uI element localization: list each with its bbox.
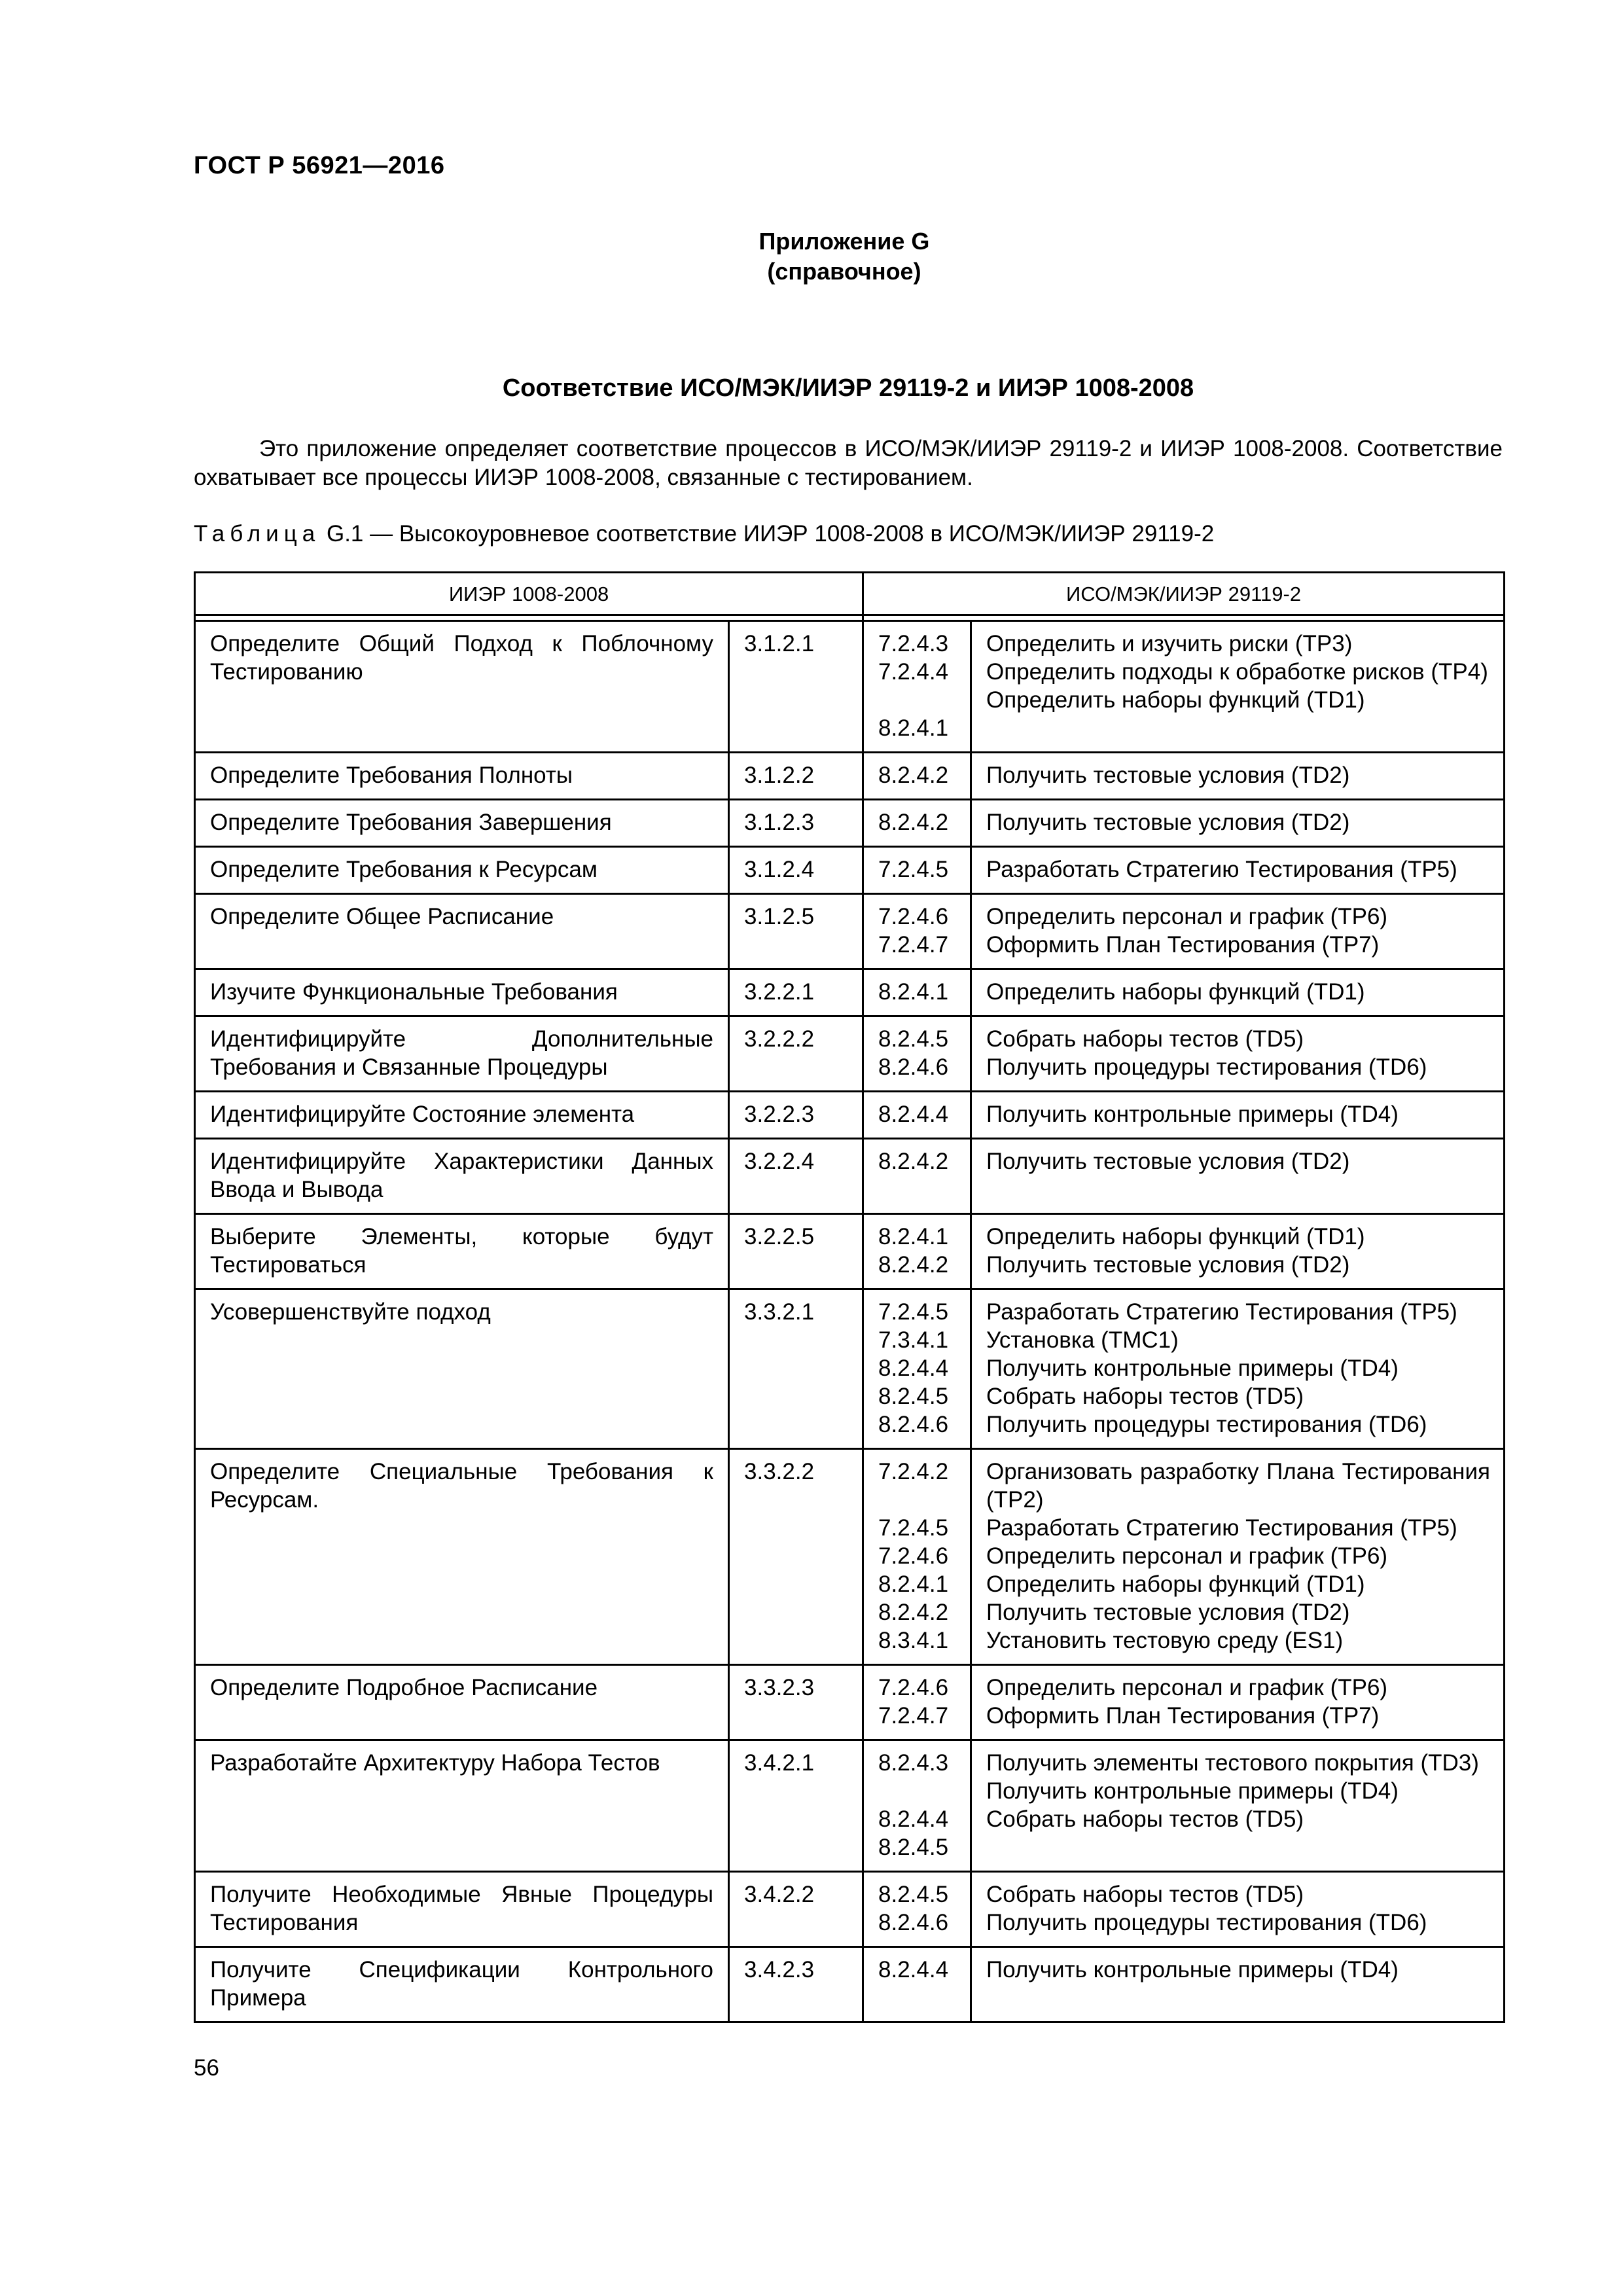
iso-process-number: 8.2.4.5: [878, 1835, 949, 1860]
iso-process-descriptions: [971, 1740, 1505, 1872]
process-code: 3.4.2.2: [729, 1872, 863, 1947]
iso-process-description: Получить контрольные примеры (TD4): [986, 1778, 1399, 1804]
process-name: Усовершенствуйте подход: [195, 1289, 729, 1449]
iso-process-description: Получить процедуры тестирования (TD6): [986, 1910, 1427, 1935]
iso-process-numbers: [863, 1740, 971, 1872]
iso-process-descriptions: [971, 1016, 1505, 1092]
iso-process-number: 8.2.4.5: [878, 1384, 949, 1409]
iso-process-description: Собрать наборы тестов (TD5): [986, 1384, 1304, 1409]
iso-process-description: Получить контрольные примеры (TD4): [986, 1957, 1399, 1982]
process-code: 3.2.2.3: [729, 1092, 863, 1139]
iso-process-description: Разработать Стратегию Тестирования (TP5): [986, 1515, 1457, 1541]
iso-process-number: 7.2.4.7: [878, 932, 949, 958]
iso-process-description: Определить персонал и график (TP6): [986, 1675, 1388, 1700]
iso-process-number: 8.3.4.1: [878, 1628, 949, 1653]
process-name: Разработайте Архитектуру Набора Тестов: [195, 1740, 729, 1872]
iso-process-description: Получить элементы тестового покрытия (TD3): [986, 1750, 1479, 1776]
iso-process-numbers: [863, 753, 971, 800]
iso-process-descriptions: [971, 753, 1505, 800]
iso-process-number: 8.2.4.4: [878, 1806, 949, 1832]
iso-process-description: Оформить План Тестирования (TP7): [986, 1703, 1380, 1729]
iso-process-numbers: [863, 1139, 971, 1214]
iso-process-description: Разработать Стратегию Тестирования (TP5): [986, 1299, 1457, 1325]
iso-process-number: 7.3.4.1: [878, 1327, 949, 1353]
iso-process-number: [878, 1486, 963, 1514]
iso-process-description: Получить тестовые условия (TD2): [986, 762, 1350, 788]
iso-process-number: 8.2.4.4: [878, 1102, 949, 1127]
iso-process-number: [878, 686, 963, 714]
iso-process-description: Установить тестовую среду (ES1): [986, 1628, 1344, 1653]
table-row: [195, 1665, 1505, 1740]
iso-process-number: 8.2.4.1: [878, 1571, 949, 1597]
iso-process-description: Получить тестовые условия (TD2): [986, 1149, 1350, 1174]
appendix-type: (справочное): [767, 258, 921, 285]
iso-process-description: Собрать наборы тестов (TD5): [986, 1882, 1304, 1907]
iso-process-description: Собрать наборы тестов (TD5): [986, 1806, 1304, 1832]
appendix-label: Приложение G: [758, 228, 930, 255]
iso-process-number: 7.2.4.4: [878, 659, 949, 685]
iso-process-number: [878, 1777, 963, 1805]
iso-process-description: Определить наборы функций (TD1): [986, 687, 1365, 713]
iso-process-descriptions: [971, 1092, 1505, 1139]
iso-process-number: 8.2.4.2: [878, 810, 949, 835]
iso-process-description: Определить подходы к обработке рисков (TP4): [986, 659, 1488, 685]
iso-process-description: Определить и изучить риски (TP3): [986, 631, 1353, 656]
process-name: Идентифицируйте Состояние элемента: [195, 1092, 729, 1139]
iso-process-numbers: [863, 894, 971, 969]
table-row: [195, 1740, 1505, 1872]
iso-process-number: 8.2.4.2: [878, 762, 949, 788]
table-row: [195, 969, 1505, 1016]
iso-process-description: Определить наборы функций (TD1): [986, 1571, 1365, 1597]
iso-process-descriptions: [971, 969, 1505, 1016]
iso-process-description: Собрать наборы тестов (TD5): [986, 1026, 1304, 1052]
table-caption-text: G.1 — Высокоуровневое соответствие ИИЭР 1008-2008 в ИСО/МЭК/ИИЭР 29119-2: [326, 521, 1215, 547]
iso-process-numbers: [863, 1016, 971, 1092]
process-name: Идентифицируйте Характеристики Данных Ввода и Вывода: [195, 1139, 729, 1214]
table-row: [195, 1139, 1505, 1214]
iso-process-numbers: [863, 1289, 971, 1449]
iso-process-number: 8.2.4.1: [878, 1224, 949, 1249]
section-title: Соответствие ИСО/МЭК/ИИЭР 29119-2 и ИИЭР 1008-2008: [502, 374, 1194, 402]
process-name: Определите Общий Подход к Поблочному Тестированию: [195, 621, 729, 753]
table-row: [195, 1092, 1505, 1139]
iso-process-descriptions: [971, 1665, 1505, 1740]
process-code: 3.4.2.3: [729, 1947, 863, 2022]
iso-process-description: Определить наборы функций (TD1): [986, 979, 1365, 1005]
iso-process-description: Организовать разработку Плана Тестирования (TP2): [986, 1459, 1491, 1513]
process-name: Выберите Элементы, которые будут Тестироваться: [195, 1214, 729, 1289]
process-code: 3.4.2.1: [729, 1740, 863, 1872]
iso-process-number: 8.2.4.3: [878, 1750, 949, 1776]
page-number: 56: [194, 2055, 219, 2081]
table-row: [195, 1289, 1505, 1449]
iso-process-number: 8.2.4.4: [878, 1355, 949, 1381]
process-code: 3.1.2.4: [729, 847, 863, 894]
intro-text: Это приложение определяет соответствие процессов в ИСО/МЭК/ИИЭР 29119-2 и ИИЭР 1008-2008. Соответствие охватывает все процессы ИИЭР 1008-2008, связанные с тестированием.: [194, 436, 1503, 490]
iso-process-description: Получить тестовые условия (TD2): [986, 1252, 1350, 1278]
intro-paragraph: [194, 435, 1503, 492]
iso-process-numbers: [863, 1872, 971, 1947]
header-ieee: ИИЭР 1008-2008: [195, 573, 863, 615]
process-name: Получите Необходимые Явные Процедуры Тестирования: [195, 1872, 729, 1947]
iso-process-descriptions: [971, 1139, 1505, 1214]
iso-process-description: Разработать Стратегию Тестирования (TP5): [986, 857, 1457, 882]
iso-process-numbers: [863, 621, 971, 753]
document-header: ГОСТ Р 56921—2016: [194, 152, 445, 179]
iso-process-number: 8.2.4.2: [878, 1252, 949, 1278]
iso-process-descriptions: [971, 1872, 1505, 1947]
process-code: 3.2.2.5: [729, 1214, 863, 1289]
iso-process-numbers: [863, 847, 971, 894]
table-row: [195, 800, 1505, 847]
iso-process-number: 8.2.4.1: [878, 715, 949, 741]
process-code: 3.1.2.3: [729, 800, 863, 847]
iso-process-descriptions: [971, 621, 1505, 753]
process-code: 3.1.2.2: [729, 753, 863, 800]
process-name: Идентифицируйте Дополнительные Требования и Связанные Процедуры: [195, 1016, 729, 1092]
iso-process-number: 7.2.4.5: [878, 1515, 949, 1541]
iso-process-descriptions: [971, 1289, 1505, 1449]
process-name: Получите Спецификации Контрольного Примера: [195, 1947, 729, 2022]
iso-process-number: 7.2.4.3: [878, 631, 949, 656]
iso-process-number: 8.2.4.4: [878, 1957, 949, 1982]
iso-process-number: 8.2.4.5: [878, 1026, 949, 1052]
iso-process-number: 8.2.4.5: [878, 1882, 949, 1907]
iso-process-number: 7.2.4.6: [878, 1543, 949, 1569]
iso-process-descriptions: [971, 1947, 1505, 2022]
table-row: [195, 1872, 1505, 1947]
iso-process-number: 8.2.4.2: [878, 1600, 949, 1625]
iso-process-numbers: [863, 1947, 971, 2022]
iso-process-description: Оформить План Тестирования (TP7): [986, 932, 1380, 958]
process-code: 3.2.2.4: [729, 1139, 863, 1214]
table-row: [195, 1947, 1505, 2022]
process-name: Определите Требования Полноты: [195, 753, 729, 800]
iso-process-descriptions: [971, 847, 1505, 894]
iso-process-number: 7.2.4.5: [878, 857, 949, 882]
iso-process-number: 8.2.4.2: [878, 1149, 949, 1174]
header-iso: ИСО/МЭК/ИИЭР 29119-2: [863, 573, 1505, 615]
header-gap: [195, 615, 1505, 621]
iso-process-descriptions: [971, 1449, 1505, 1665]
process-name: Определите Подробное Расписание: [195, 1665, 729, 1740]
process-name: Определите Требования Завершения: [195, 800, 729, 847]
iso-process-number: 7.2.4.5: [878, 1299, 949, 1325]
iso-process-numbers: [863, 800, 971, 847]
iso-process-description: Определить наборы функций (TD1): [986, 1224, 1365, 1249]
process-code: 3.3.2.2: [729, 1449, 863, 1665]
process-name: Определите Общее Расписание: [195, 894, 729, 969]
table-body: [195, 621, 1505, 2022]
process-name: Определите Специальные Требования к Ресурсам.: [195, 1449, 729, 1665]
iso-process-number: 7.2.4.6: [878, 1675, 949, 1700]
iso-process-description: Установка (TMC1): [986, 1327, 1179, 1353]
iso-process-numbers: [863, 1092, 971, 1139]
process-code: 3.2.2.2: [729, 1016, 863, 1092]
process-name: Изучите Функциональные Требования: [195, 969, 729, 1016]
iso-process-number: 8.2.4.1: [878, 979, 949, 1005]
process-code: 3.1.2.1: [729, 621, 863, 753]
iso-process-numbers: [863, 1665, 971, 1740]
iso-process-descriptions: [971, 800, 1505, 847]
table-caption: [194, 521, 1214, 547]
table-row: [195, 1214, 1505, 1289]
iso-process-descriptions: [971, 1214, 1505, 1289]
iso-process-number: 7.2.4.6: [878, 904, 949, 929]
table-row: [195, 1449, 1505, 1665]
process-name: Определите Требования к Ресурсам: [195, 847, 729, 894]
iso-process-description: Получить контрольные примеры (TD4): [986, 1355, 1399, 1381]
iso-process-description: Получить процедуры тестирования (TD6): [986, 1412, 1427, 1437]
iso-process-numbers: [863, 969, 971, 1016]
iso-process-description: Определить персонал и график (TP6): [986, 1543, 1388, 1569]
iso-process-numbers: [863, 1449, 971, 1665]
process-code: 3.1.2.5: [729, 894, 863, 969]
iso-process-description: Получить контрольные примеры (TD4): [986, 1102, 1399, 1127]
iso-process-descriptions: [971, 894, 1505, 969]
table-row: [195, 621, 1505, 753]
iso-process-number: 7.2.4.7: [878, 1703, 949, 1729]
table-header-row: [195, 573, 1505, 615]
process-code: 3.3.2.1: [729, 1289, 863, 1449]
correspondence-table: [194, 571, 1505, 2023]
iso-process-number: 8.2.4.6: [878, 1054, 949, 1080]
table-row: [195, 847, 1505, 894]
iso-process-number: 8.2.4.6: [878, 1412, 949, 1437]
table-caption-prefix: Таблица: [194, 521, 321, 547]
process-code: 3.2.2.1: [729, 969, 863, 1016]
table-row: [195, 753, 1505, 800]
iso-process-description: Определить персонал и график (TP6): [986, 904, 1388, 929]
iso-process-numbers: [863, 1214, 971, 1289]
iso-process-number: 8.2.4.6: [878, 1910, 949, 1935]
table-row: [195, 1016, 1505, 1092]
table-row: [195, 894, 1505, 969]
process-code: 3.3.2.3: [729, 1665, 863, 1740]
iso-process-description: Получить процедуры тестирования (TD6): [986, 1054, 1427, 1080]
iso-process-number: 7.2.4.2: [878, 1459, 949, 1484]
iso-process-description: Получить тестовые условия (TD2): [986, 1600, 1350, 1625]
iso-process-description: Получить тестовые условия (TD2): [986, 810, 1350, 835]
